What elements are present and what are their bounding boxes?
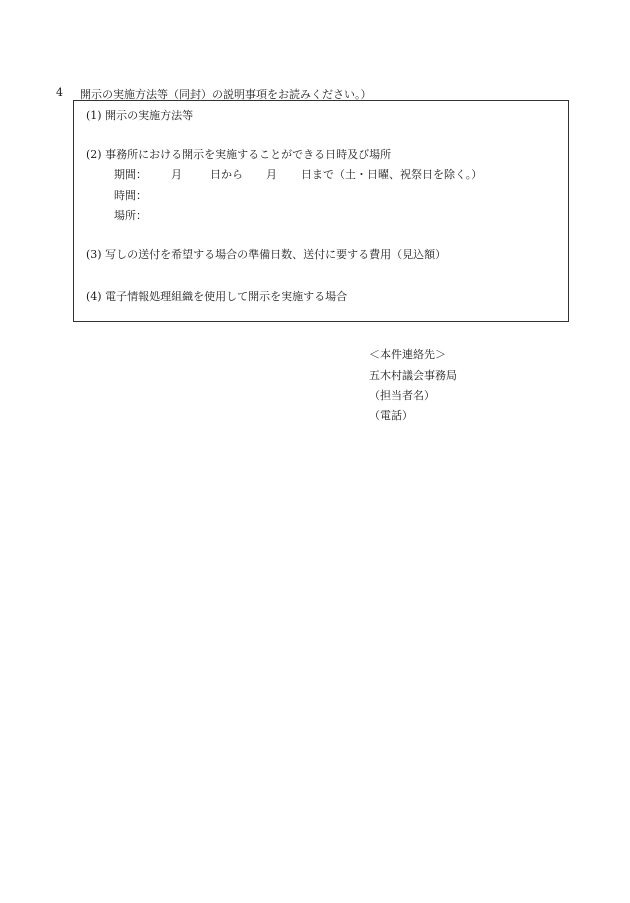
period-month-from: 月 — [171, 168, 182, 181]
item-disclosure-method: (1) 開示の実施方法等 — [86, 109, 194, 122]
contact-organization: 五木村議会事務局 — [369, 369, 457, 382]
period-label: 期間： — [114, 168, 147, 181]
period-month-to: 月 — [266, 168, 277, 181]
item-copy-delivery: (3) 写しの送付を希望する場合の準備日数、送付に要する費用（見込額） — [86, 248, 447, 261]
period-day-from: 日から — [210, 168, 243, 181]
time-label: 時間： — [114, 189, 147, 202]
section-number: 4 — [56, 86, 63, 99]
section-title: 開示の実施方法等（同封）の説明事項をお読みください。） — [80, 88, 372, 101]
item-office-datetime-place: (2) 事務所における開示を実施することができる日時及び場所 — [86, 148, 392, 161]
item-electronic-disclosure: (4) 電子情報処理組織を使用して開示を実施する場合 — [86, 290, 348, 303]
place-label: 場所： — [114, 209, 147, 222]
contact-phone: （電話） — [369, 409, 413, 422]
contact-person: （担当者名） — [369, 389, 435, 402]
contact-heading: ＜本件連絡先＞ — [369, 348, 446, 361]
period-day-to: 日まで（土・日曜、祝祭日を除く。） — [301, 168, 483, 181]
